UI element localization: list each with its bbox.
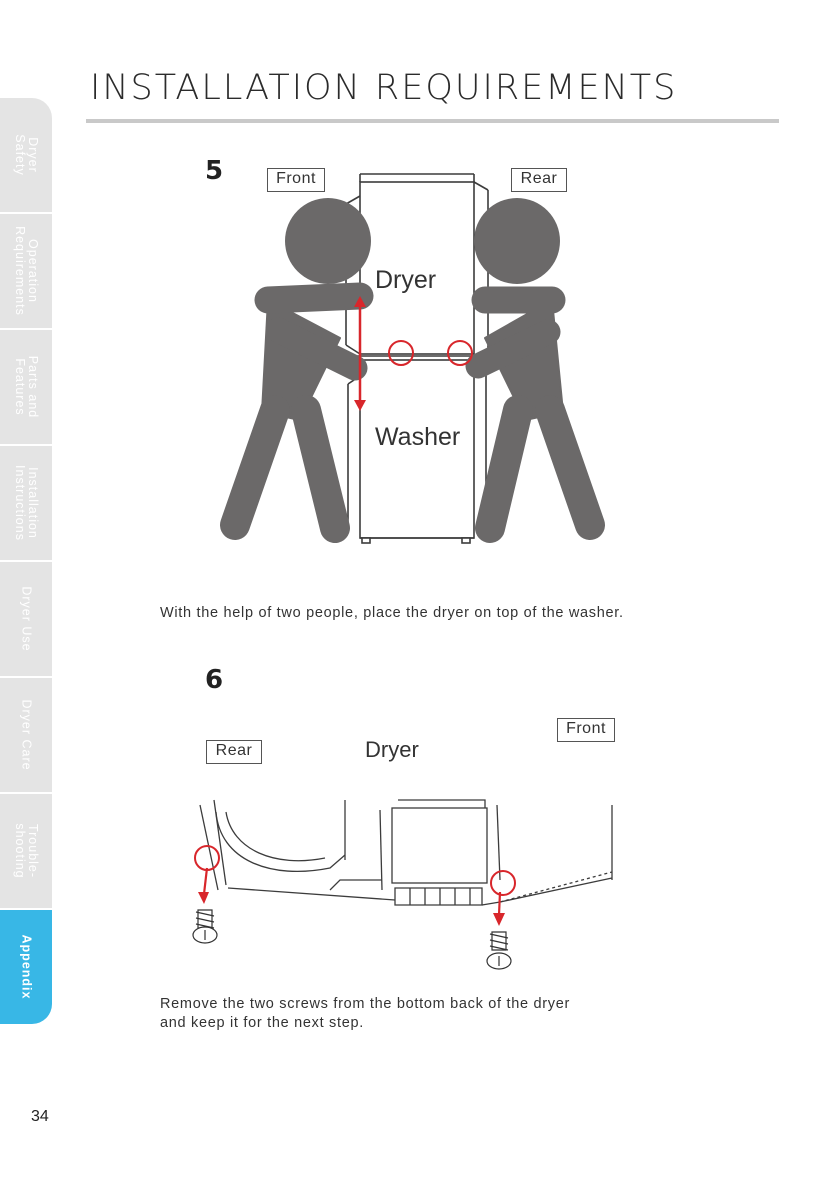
section-tabs [0, 98, 52, 1026]
tab-installation-instructions[interactable] [0, 446, 52, 560]
front-screw-arrow [493, 892, 505, 926]
front-screw-icon [487, 932, 511, 969]
rear-screw-icon [193, 910, 217, 943]
tab-label: Installation Instructions [13, 465, 40, 541]
tab-label: Dryer Safety [13, 134, 40, 176]
step5-caption: With the help of two people, place the dryer on top of the washer. [160, 605, 624, 621]
tab-label: Appendix [19, 934, 34, 1000]
tab-dryer-care[interactable] [0, 678, 52, 792]
tab-label: Trouble- shooting [13, 823, 40, 879]
dryer-cabinet [346, 174, 488, 354]
step-number-5: 5 [205, 156, 224, 186]
tab-dryer-safety[interactable] [0, 98, 52, 212]
rear-label: Rear [511, 168, 567, 192]
tab-parts-and-features[interactable] [0, 330, 52, 444]
tab-label: Operation Requirements [13, 226, 40, 316]
title-divider [86, 119, 779, 123]
tab-appendix[interactable] [0, 910, 52, 1024]
page-number: 34 [31, 1108, 49, 1125]
step-number-6: 6 [205, 665, 224, 695]
left-person [235, 198, 371, 528]
dryer-label: Dryer [375, 266, 437, 294]
tab-dryer-use[interactable] [0, 562, 52, 676]
front-label: Front [557, 718, 615, 742]
washer-label: Washer [375, 423, 461, 451]
page-title: INSTALLATION REQUIREMENTS [90, 68, 678, 108]
tab-troubleshooting[interactable] [0, 794, 52, 908]
step6-caption-line1: Remove the two screws from the bottom back of the dryer [160, 996, 571, 1012]
stacking-illustration [220, 170, 610, 550]
tab-label: Dryer Use [19, 586, 34, 652]
dryer-base-drawing [200, 800, 612, 905]
tab-label: Parts and Features [13, 355, 40, 419]
right-person [474, 198, 590, 528]
tab-operation-requirements[interactable] [0, 214, 52, 328]
rear-screw-arrow [198, 868, 209, 904]
front-label: Front [267, 168, 325, 192]
rear-screw-circle [195, 846, 219, 870]
rear-label: Rear [206, 740, 262, 764]
step6-caption-line2: and keep it for the next step. [160, 1015, 364, 1031]
dryer-label: Dryer [365, 737, 419, 762]
screw-removal-illustration [186, 730, 626, 980]
tab-label: Dryer Care [19, 699, 34, 771]
front-screw-circle [491, 871, 515, 895]
